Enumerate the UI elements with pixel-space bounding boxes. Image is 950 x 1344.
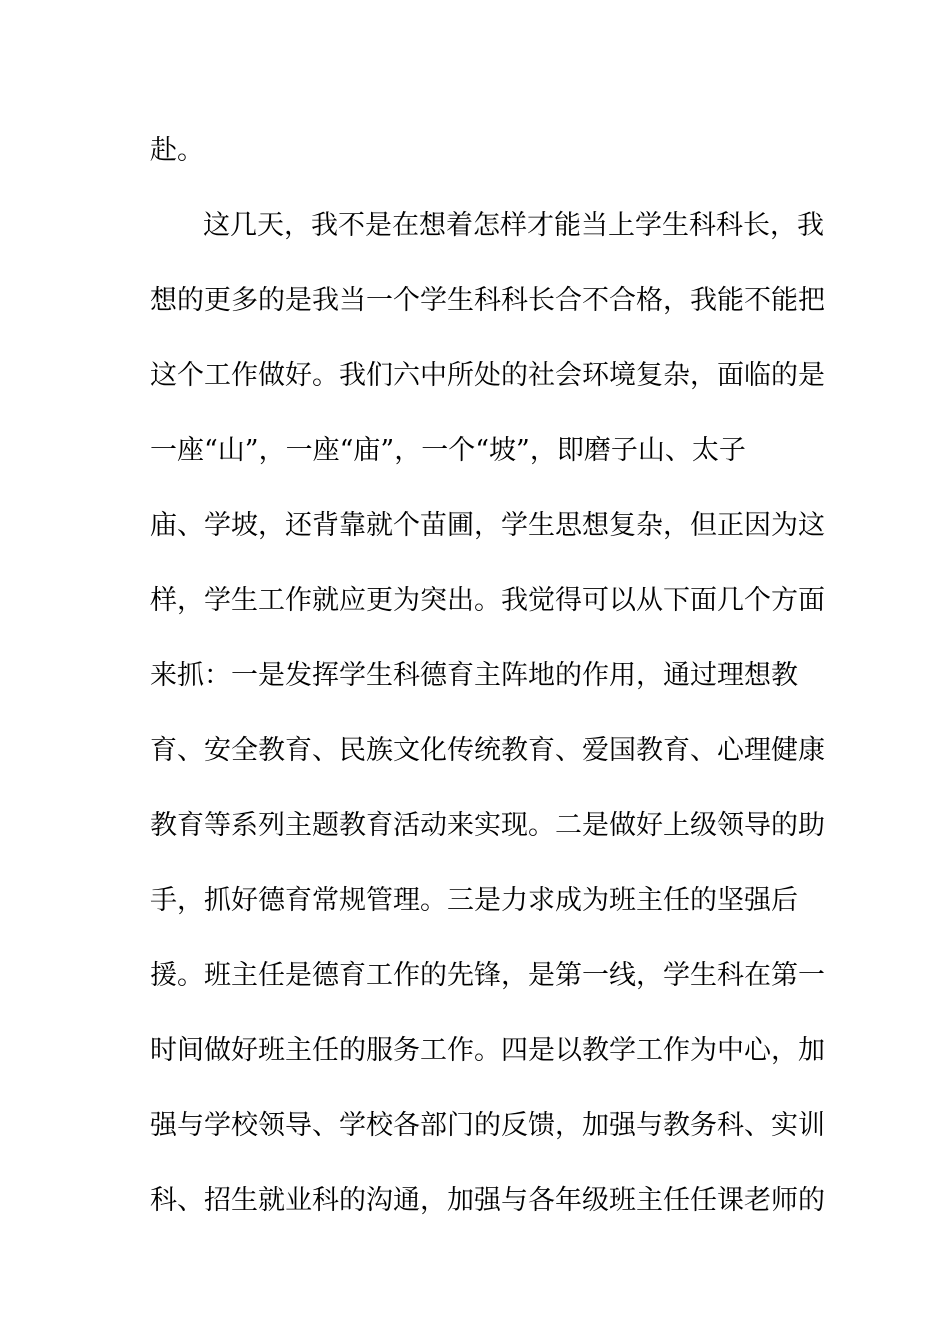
text-line-12: 援。班主任是德育工作的先锋，是第一线，学生科在第一 [150, 960, 825, 991]
text-line-10: 教育等系列主题教育活动来实现。二是做好上级领导的助 [150, 810, 825, 841]
text-line-7: 样，学生工作就应更为突出。我觉得可以从下面几个方面 [150, 585, 825, 616]
text-line-6: 庙、学坡，还背靠就个苗圃，学生思想复杂，但正因为这 [150, 510, 825, 541]
text-line-5: 一座“山”，一座“庙”，一个“坡”，即磨子山、太子 [150, 435, 746, 466]
paragraph-start-line: 这几天，我不是在想着怎样才能当上学生科科长，我 [203, 210, 824, 241]
text-line-9: 育、安全教育、民族文化传统教育、爱国教育、心理健康 [150, 735, 825, 766]
text-line-14: 强与学校领导、学校各部门的反馈，加强与教务科、实训 [150, 1110, 825, 1141]
text-line-11: 手，抓好德育常规管理。三是力求成为班主任的坚强后 [150, 885, 798, 916]
text-line-1: 赴。 [150, 135, 204, 166]
text-line-3: 想的更多的是我当一个学生科科长合不合格，我能不能把 [150, 285, 825, 316]
text-line-4: 这个工作做好。我们六中所处的社会环境复杂，面临的是 [150, 360, 825, 391]
text-line-15: 科、招生就业科的沟通，加强与各年级班主任任课老师的 [150, 1185, 825, 1216]
text-line-8: 来抓：一是发挥学生科德育主阵地的作用，通过理想教 [150, 660, 798, 691]
text-line-13: 时间做好班主任的服务工作。四是以教学工作为中心，加 [150, 1035, 825, 1066]
